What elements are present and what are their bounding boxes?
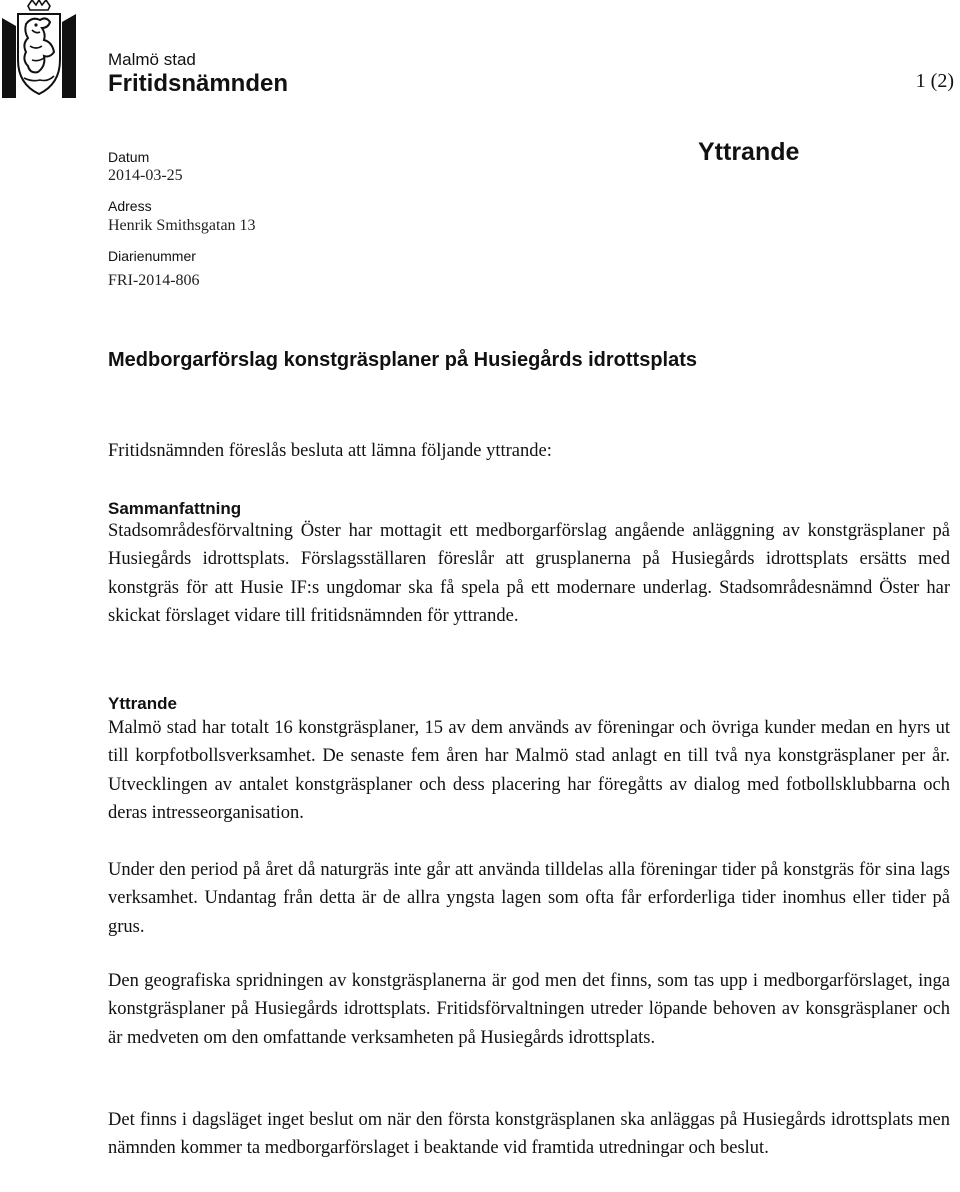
date-label: Datum: [108, 149, 150, 165]
date-value: 2014-03-25: [108, 167, 183, 184]
reference-label: Diarienummer: [108, 248, 196, 264]
page-number: 1 (2): [915, 70, 954, 92]
address-label: Adress: [108, 198, 152, 214]
organization-name: Malmö stad: [108, 50, 196, 69]
statement-paragraph: Under den period på året då naturgräs inte går att använda tilldelas alla föreningar tider på konstgräs för sina lags verksamhet. Undantag från detta är de allra yngsta lagen som ofta får erforderliga tider inomhus eller tider på grus.: [108, 860, 950, 937]
statement-paragraph: Malmö stad har totalt 16 konstgräsplaner, 15 av dem används av föreningar och övriga kunder medan en hyrs ut till korpfotbollsverksamhet. De senaste fem åren har Malmö stad anlagt en till två nya konstgräsplaner per år. Utvecklingen av antalet konstgräsplaner och dess placering har föregåtts av dialog med fotbollsklubbarna och deras intresseorganisation.: [108, 718, 950, 823]
statement-paragraph: Det finns i dagsläget inget beslut om när den första konstgräsplanen ska anläggas på Husiegårds idrottsplats men nämnden kommer ta medborgarförslaget i beaktande vid framtida utredningar och beslut.: [108, 1110, 950, 1159]
summary-paragraph: Stadsområdesförvaltning Öster har mottagit ett medborgarförslag angående anläggning av konstgräsplaner på Husiegårds idrottsplats. Förslagsställaren föreslår att grusplanerna på Husiegårds idrottsplats ersätts med konstgräs för att Husie IF:s ungdomar ska få spela på ett modernare underlag. Stadsområdesnämnd Öster har skickat förslaget vidare till fritidsnämnden för yttrande.: [108, 521, 950, 626]
document-type-title: Yttrande: [698, 138, 800, 166]
reference-value: FRI-2014-806: [108, 272, 200, 289]
statement-heading: Yttrande: [108, 694, 177, 713]
summary-heading: Sammanfattning: [108, 499, 242, 518]
statement-paragraph: Den geografiska spridningen av konstgräsplanerna är god men det finns, som tas upp i medborgarförslaget, inga konstgräsplaner på Husiegårds idrottsplats. Fritidsförvaltningen utreder löpande behoven av konsgräsplaner och är medveten om den omfattande verksamheten på Husiegårds idrottsplats.: [108, 971, 950, 1048]
department-name: Fritidsnämnden: [108, 70, 289, 97]
address-value: Henrik Smithsgatan 13: [108, 217, 256, 234]
malmo-coat-of-arms-logo: [2, 0, 76, 98]
document-subject: Medborgarförslag konstgräsplaner på Husiegårds idrottsplats: [108, 349, 698, 371]
intro-paragraph: Fritidsnämnden föreslås besluta att lämna följande yttrande:: [108, 441, 552, 461]
